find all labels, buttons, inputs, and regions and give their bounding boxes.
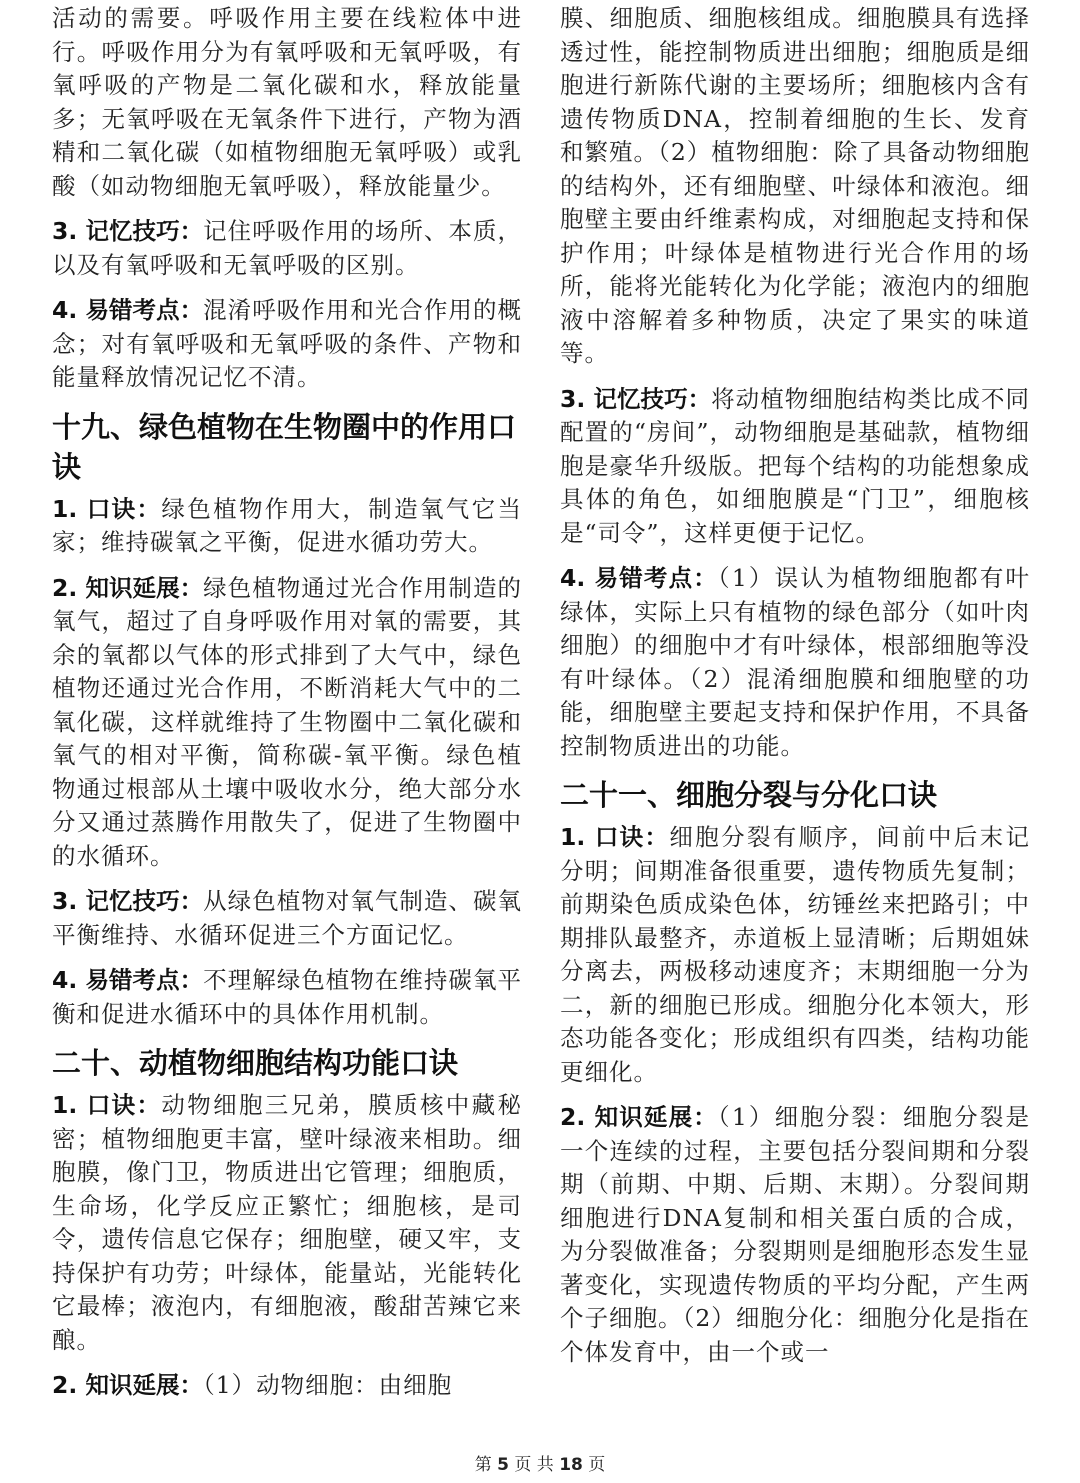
paragraph-text: （1）动物细胞：由细胞 (202, 1371, 453, 1399)
paragraph-text: 膜、细胞质、细胞核组成。细胞膜具有选择透过性，能控制物质进出细胞；细胞质是细胞进行新陈代谢的主要场所；细胞核内含有遗传物质DNA，控制着细胞的生长、发育和繁殖。（2）植物细胞：除了具备动物细胞的结构外，还有细胞壁、叶绿体和液泡。细胞壁主要由纤维素构成，对细胞起支持和保护作用；叶绿体是植物进行光合作用的场所，能将光能转化为化学能；液泡内的细胞液中溶解着多种物质，决定了果实的味道等。 (560, 4, 1030, 367)
mnemonic-paragraph (560, 821, 1030, 1089)
memory-tip-paragraph (560, 383, 1030, 551)
section-heading-20: 二十、动植物细胞结构功能口诀 (52, 1046, 459, 1080)
footer-suffix: 页 (588, 1455, 606, 1475)
paragraph-label: 4. 易错考点： (52, 296, 204, 324)
knowledge-extension-paragraph (560, 1101, 1030, 1369)
mnemonic-paragraph (52, 1089, 522, 1357)
paragraph-text: （1）误认为植物细胞都有叶绿体，实际上只有植物的绿色部分（如叶肉细胞）的细胞中才有叶绿体，根部细胞等没有叶绿体。（2）混淆细胞膜和细胞壁的功能，细胞壁主要起支持和保护作用，不具备控制物质进出的功能。 (560, 564, 1030, 760)
paragraph-label: 3. 记忆技巧： (52, 887, 204, 915)
paragraph-label: 2. 知识延展： (52, 573, 204, 602)
paragraph-label: 1. 口诀： (52, 1091, 162, 1119)
footer-prefix: 第 (474, 1455, 492, 1475)
paragraph (52, 2, 522, 203)
paragraph-text: 不理解绿色植物在维持碳氧平衡和促进水循环中的具体作用机制。 (52, 966, 522, 1028)
paragraph-label: 1. 口诀： (52, 494, 162, 523)
paragraph-text: 混淆呼吸作用和光合作用的概念；对有氧呼吸和无氧呼吸的条件、产物和能量释放情况记忆不清。 (52, 296, 522, 391)
knowledge-extension-paragraph (52, 1369, 522, 1403)
paragraph-label: 3. 记忆技巧： (560, 384, 712, 413)
paragraph-text: 从绿色植物对氧气制造、碳氧平衡维持、水循环促进三个方面记忆。 (52, 887, 522, 949)
paragraph-text: 将动植物细胞结构类比成不同配置的“房间”，动物细胞是基础款，植物细胞是豪华升级版。把每个结构的功能想象成具体的角色，如细胞膜是“门卫”，细胞核是“司令”，这样更便于记忆。 (560, 384, 1030, 547)
common-errors-paragraph (52, 294, 522, 395)
paragraph-label: 1. 口诀： (560, 823, 670, 851)
paragraph-label: 2. 知识延展： (560, 1103, 718, 1131)
paragraph-label: 4. 易错考点： (560, 564, 718, 592)
paragraph-text: 活动的需要。呼吸作用主要在线粒体中进行。呼吸作用分为有氧呼吸和无氧呼吸，有氧呼吸的产物是二氧化碳和水，释放能量多；无氧呼吸在无氧条件下进行，产物为酒精和二氧化碳（如植物细胞无氧呼吸）或乳酸（如动物细胞无氧呼吸），释放能量少。 (52, 4, 522, 200)
common-errors-paragraph (560, 562, 1030, 763)
paragraph-text: 动物细胞三兄弟，膜质核中藏秘密；植物细胞更丰富，壁叶绿液来相助。细胞膜，像门卫，物质进出它管理；细胞质，生命场，化学反应正繁忙；细胞核，是司令，遗传信息它保存；细胞壁，硬又牢，支持保护有功劳；叶绿体，能量站，光能转化它最棒；液泡内，有细胞液，酸甜苦辣它来酿。 (52, 1091, 523, 1354)
paragraph-label: 4. 易错考点： (52, 966, 204, 994)
left-column (52, 2, 522, 1415)
memory-tip-paragraph (52, 885, 522, 952)
knowledge-extension-paragraph (52, 572, 522, 874)
memory-tip-paragraph (52, 215, 522, 282)
common-errors-paragraph (52, 964, 522, 1031)
paragraph-text: （1）细胞分裂：细胞分裂是一个连续的过程，主要包括分裂间期和分裂期（前期、中期、后期、末期）。分裂间期细胞进行DNA复制和相关蛋白质的合成，为分裂做准备；分裂期则是细胞形态发生显著变化，实现遗传物质的平均分配，产生两个子细胞。（2）细胞分化：细胞分化是指在个体发育中，由一个或一 (560, 1103, 1030, 1366)
right-column (560, 2, 1030, 1381)
total-pages: 18 (559, 1455, 583, 1475)
paragraph-text: 绿色植物作用大，制造氧气它当家；维持碳氧之平衡，促进水循功劳大。 (52, 494, 523, 556)
paragraph-text: 记住呼吸作用的场所、本质，以及有氧呼吸和无氧呼吸的区别。 (52, 217, 522, 279)
page-number: 5 (497, 1455, 509, 1475)
footer-middle: 页 共 (514, 1455, 554, 1475)
paragraph-text: 绿色植物通过光合作用制造的氧气，超过了自身呼吸作用对氧的需要，其余的氧都以气体的形式排到了大气中，绿色植物还通过光合作用，不断消耗大气中的二氧化碳，这样就维持了生物圈中二氧化碳和氧气的相对平衡，简称碳-氧平衡。绿色植物通过根部从土壤中吸收水分，绝大部分水分又通过蒸腾作用散失了，促进了生物圈中的水循环。 (52, 573, 522, 870)
paragraph-label: 2. 知识延展： (52, 1371, 203, 1399)
paragraph (560, 2, 1030, 371)
mnemonic-paragraph (52, 493, 522, 560)
section-heading-21: 二十一、细胞分裂与分化口诀 (560, 778, 938, 812)
page-footer (0, 1450, 1080, 1475)
section-heading-19: 十九、绿色植物在生物圈中的作用口诀 (52, 409, 517, 484)
paragraph-text: 细胞分裂有顺序，间前中后末记分明；间期准备很重要，遗传物质先复制；前期染色质成染色体，纺锤丝来把路引；中期排队最整齐，赤道板上显清晰；后期姐妹分离去，两极移动速度齐；末期细胞一分为二，新的细胞已形成。细胞分化本领大，形态功能各变化；形成组织有四类，结构功能更细化。 (560, 823, 1031, 1086)
paragraph-label: 3. 记忆技巧： (52, 217, 204, 245)
